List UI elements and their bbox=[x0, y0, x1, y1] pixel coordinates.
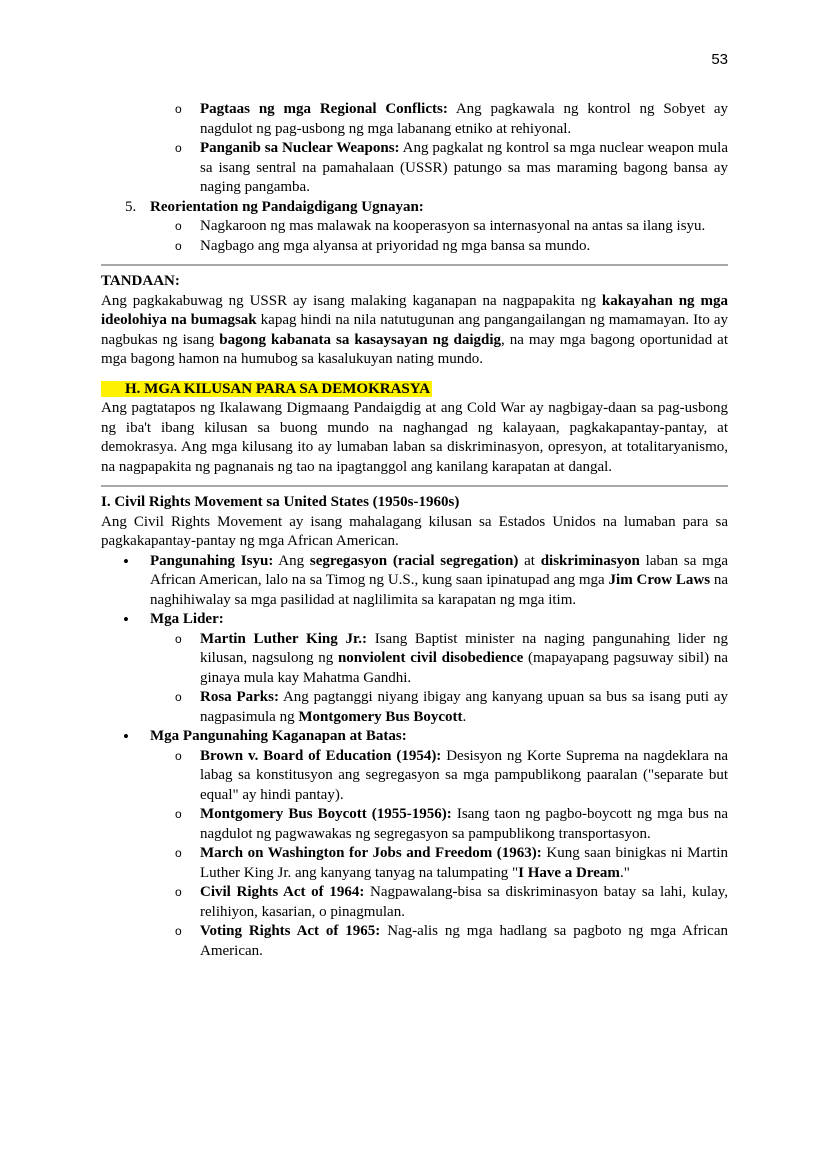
list-item: o Martin Luther King Jr.: Isang Baptist minister na naging pangunahing lider ng kilusan, nagsulong ng nonviolent civil disobedience (mapayapang pagsuway sibil) na ginaya mula kay Mahatma Gandhi. bbox=[150, 630, 728, 689]
item-number: 5. bbox=[125, 198, 137, 215]
list-item: o Brown v. Board of Education (1954): Desisyon ng Korte Suprema na nagdeklara na labag sa konstitusyon ang segregasyon sa mga pampublikong paaralan ("separate but equal" ay hindi pantay). bbox=[150, 747, 728, 806]
bullet-leaders: • Mga Lider: o Martin Luther King Jr.: Isang Baptist minister na naging pangunahing lider ng kilusan, nagsulong ng nonviolent civil disobedience (mapayapang pagsuway sibil) na ginaya mula kay Mahatma Gandhi. o Rosa Parks: Ang pagtanggi niyang ibigay ang kanyang upuan sa bus sa isang puti ay nagpasimula ng Montgomery Bus Boycott. bbox=[101, 610, 728, 727]
regional-consequences-list bbox=[101, 100, 728, 198]
civil-rights-bullets bbox=[101, 552, 728, 962]
list-item: o Montgomery Bus Boycott (1955-1956): Isang taon ng pagbo-boycott ng mga bus na nagdulot ng pagwawakas ng segregasyon sa pampublikong transportasyon. bbox=[150, 805, 728, 844]
reorientation-list bbox=[101, 217, 728, 256]
item-title: Reorientation ng Pandaigdigang Ugnayan: bbox=[150, 198, 424, 215]
list-item: o Nagkaroon ng mas malawak na kooperasyon sa internasyonal na antas sa ilang isyu. bbox=[101, 217, 728, 237]
tandaan-heading: TANDAAN: bbox=[101, 273, 180, 289]
bullet-events: • Mga Pangunahing Kaganapan at Batas: o Brown v. Board of Education (1954): Desisyon ng Korte Suprema na nagdeklara na labag sa konstitusyon ang segregasyon sa mga pampublikong paaralan ("separate but equal" ay hindi pantay). o Montgomery Bus Boycott (1955-1956): Isang taon ng pagbo-boycott ng mga bus na nagdulot ng pagwawakas ng segregasyon sa pampublikong transportasyon. o March on Washington for Jobs and Freedom (1963): Kung saan binigkas ni Martin Luther King Jr. ang kanyang tanyag na talumpating "I Have a Dream." o Civil Rights Act of 1964: Nagpawalang-bisa sa diskriminasyon batay sa lahi, kulay, relihiyon, kasarian, o pinagmulan. o Voting Rights Act of 1965: Nag-alis ng mga hadlang sa pagboto ng mga African American. bbox=[101, 727, 728, 961]
item-text: Ang pagkawala ng kontrol ng Sobyet ay nagdulot ng pag-usbong ng mga labanang etniko at rehiyonal. bbox=[200, 101, 728, 137]
item-text: Ang pagkalat ng kontrol sa mga nuclear weapon mula sa isang sentral na pamahalaan (USSR) patungo sa mas maraming bagong bansa ay naging pangamba. bbox=[200, 140, 728, 195]
list-item bbox=[101, 139, 728, 198]
item-label: Panganib sa Nuclear Weapons: bbox=[200, 140, 400, 156]
bullet-issue: • Pangunahing Isyu: Ang segregasyon (racial segregation) at diskriminasyon laban sa mga African American, lalo na sa Timog ng U.S., kung saan ipinatupad ang mga Jim Crow Laws na naghihiwalay sa mga pasilidad at naglilimita sa karapatan ng mga itim. bbox=[101, 552, 728, 611]
section-heading-h bbox=[101, 380, 728, 400]
document-body bbox=[101, 100, 728, 961]
tandaan-paragraph: Ang pagkakabuwag ng USSR ay isang malaking kaganapan na nagpapakita ng kakayahan ng mga ideolohiya na bumagsak kapag hindi na nila natutugunan ang pangangailangan ng mamamayan. Ito ay nagbukas ng isang bagong kabanata sa kasaysayan ng daigdig, na may mga bagong oportunidad at mga bagong hamon na humubog sa kasalukuyan nating mundo. bbox=[101, 292, 729, 367]
list-item: o March on Washington for Jobs and Freedom (1963): Kung saan binigkas ni Martin Luther King Jr. ang kanyang tanyag na talumpating "I Have a Dream." bbox=[150, 844, 728, 883]
leaders-list bbox=[150, 630, 728, 728]
item-label: Pagtaas ng mga Regional Conflicts: bbox=[200, 101, 448, 117]
events-list bbox=[150, 747, 728, 962]
list-item: o Voting Rights Act of 1965: Nag-alis ng mga hadlang sa pagboto ng mga African American. bbox=[150, 922, 728, 961]
list-item: o Nagbago ang mga alyansa at priyoridad ng mga bansa sa mundo. bbox=[101, 237, 728, 257]
highlighted-heading: H. MGA KILUSAN PARA SA DEMOKRASYA bbox=[101, 381, 432, 397]
list-item bbox=[101, 100, 728, 139]
civil-rights-intro: Ang Civil Rights Movement ay isang mahalagang kilusan sa Estados Unidos na lumaban para sa pagkakapantay-pantay ng mga African American. bbox=[101, 513, 728, 549]
list-item: o Civil Rights Act of 1964: Nagpawalang-bisa sa diskriminasyon batay sa lahi, kulay, relihiyon, kasarian, o pinagmulan. bbox=[150, 883, 728, 922]
list-item: o Rosa Parks: Ang pagtanggi niyang ibigay ang kanyang upuan sa bus sa isang puti ay nagpasimula ng Montgomery Bus Boycott. bbox=[150, 688, 728, 727]
section-h-paragraph: Ang pagtatapos ng Ikalawang Digmaang Pandaigdig at ang Cold War ay nagbigay-daan sa pag-usbong ng iba't ibang kilusan sa buong mundo na naghangad ng kalayaan, pagkakapantay-pantay, at demokrasya. Ang mga kilusang ito ay lumaban laban sa diskriminasyon, opresyon, at totalitaryanismo, na nagpapakita ng pagnanais ng tao na ipagtanggol ang kanilang karapatan at dangal. bbox=[101, 400, 728, 475]
numbered-item-5 bbox=[101, 198, 728, 218]
page-number: 53 bbox=[711, 51, 728, 68]
civil-rights-title: I. Civil Rights Movement sa United States (1950s-1960s) bbox=[101, 494, 460, 510]
